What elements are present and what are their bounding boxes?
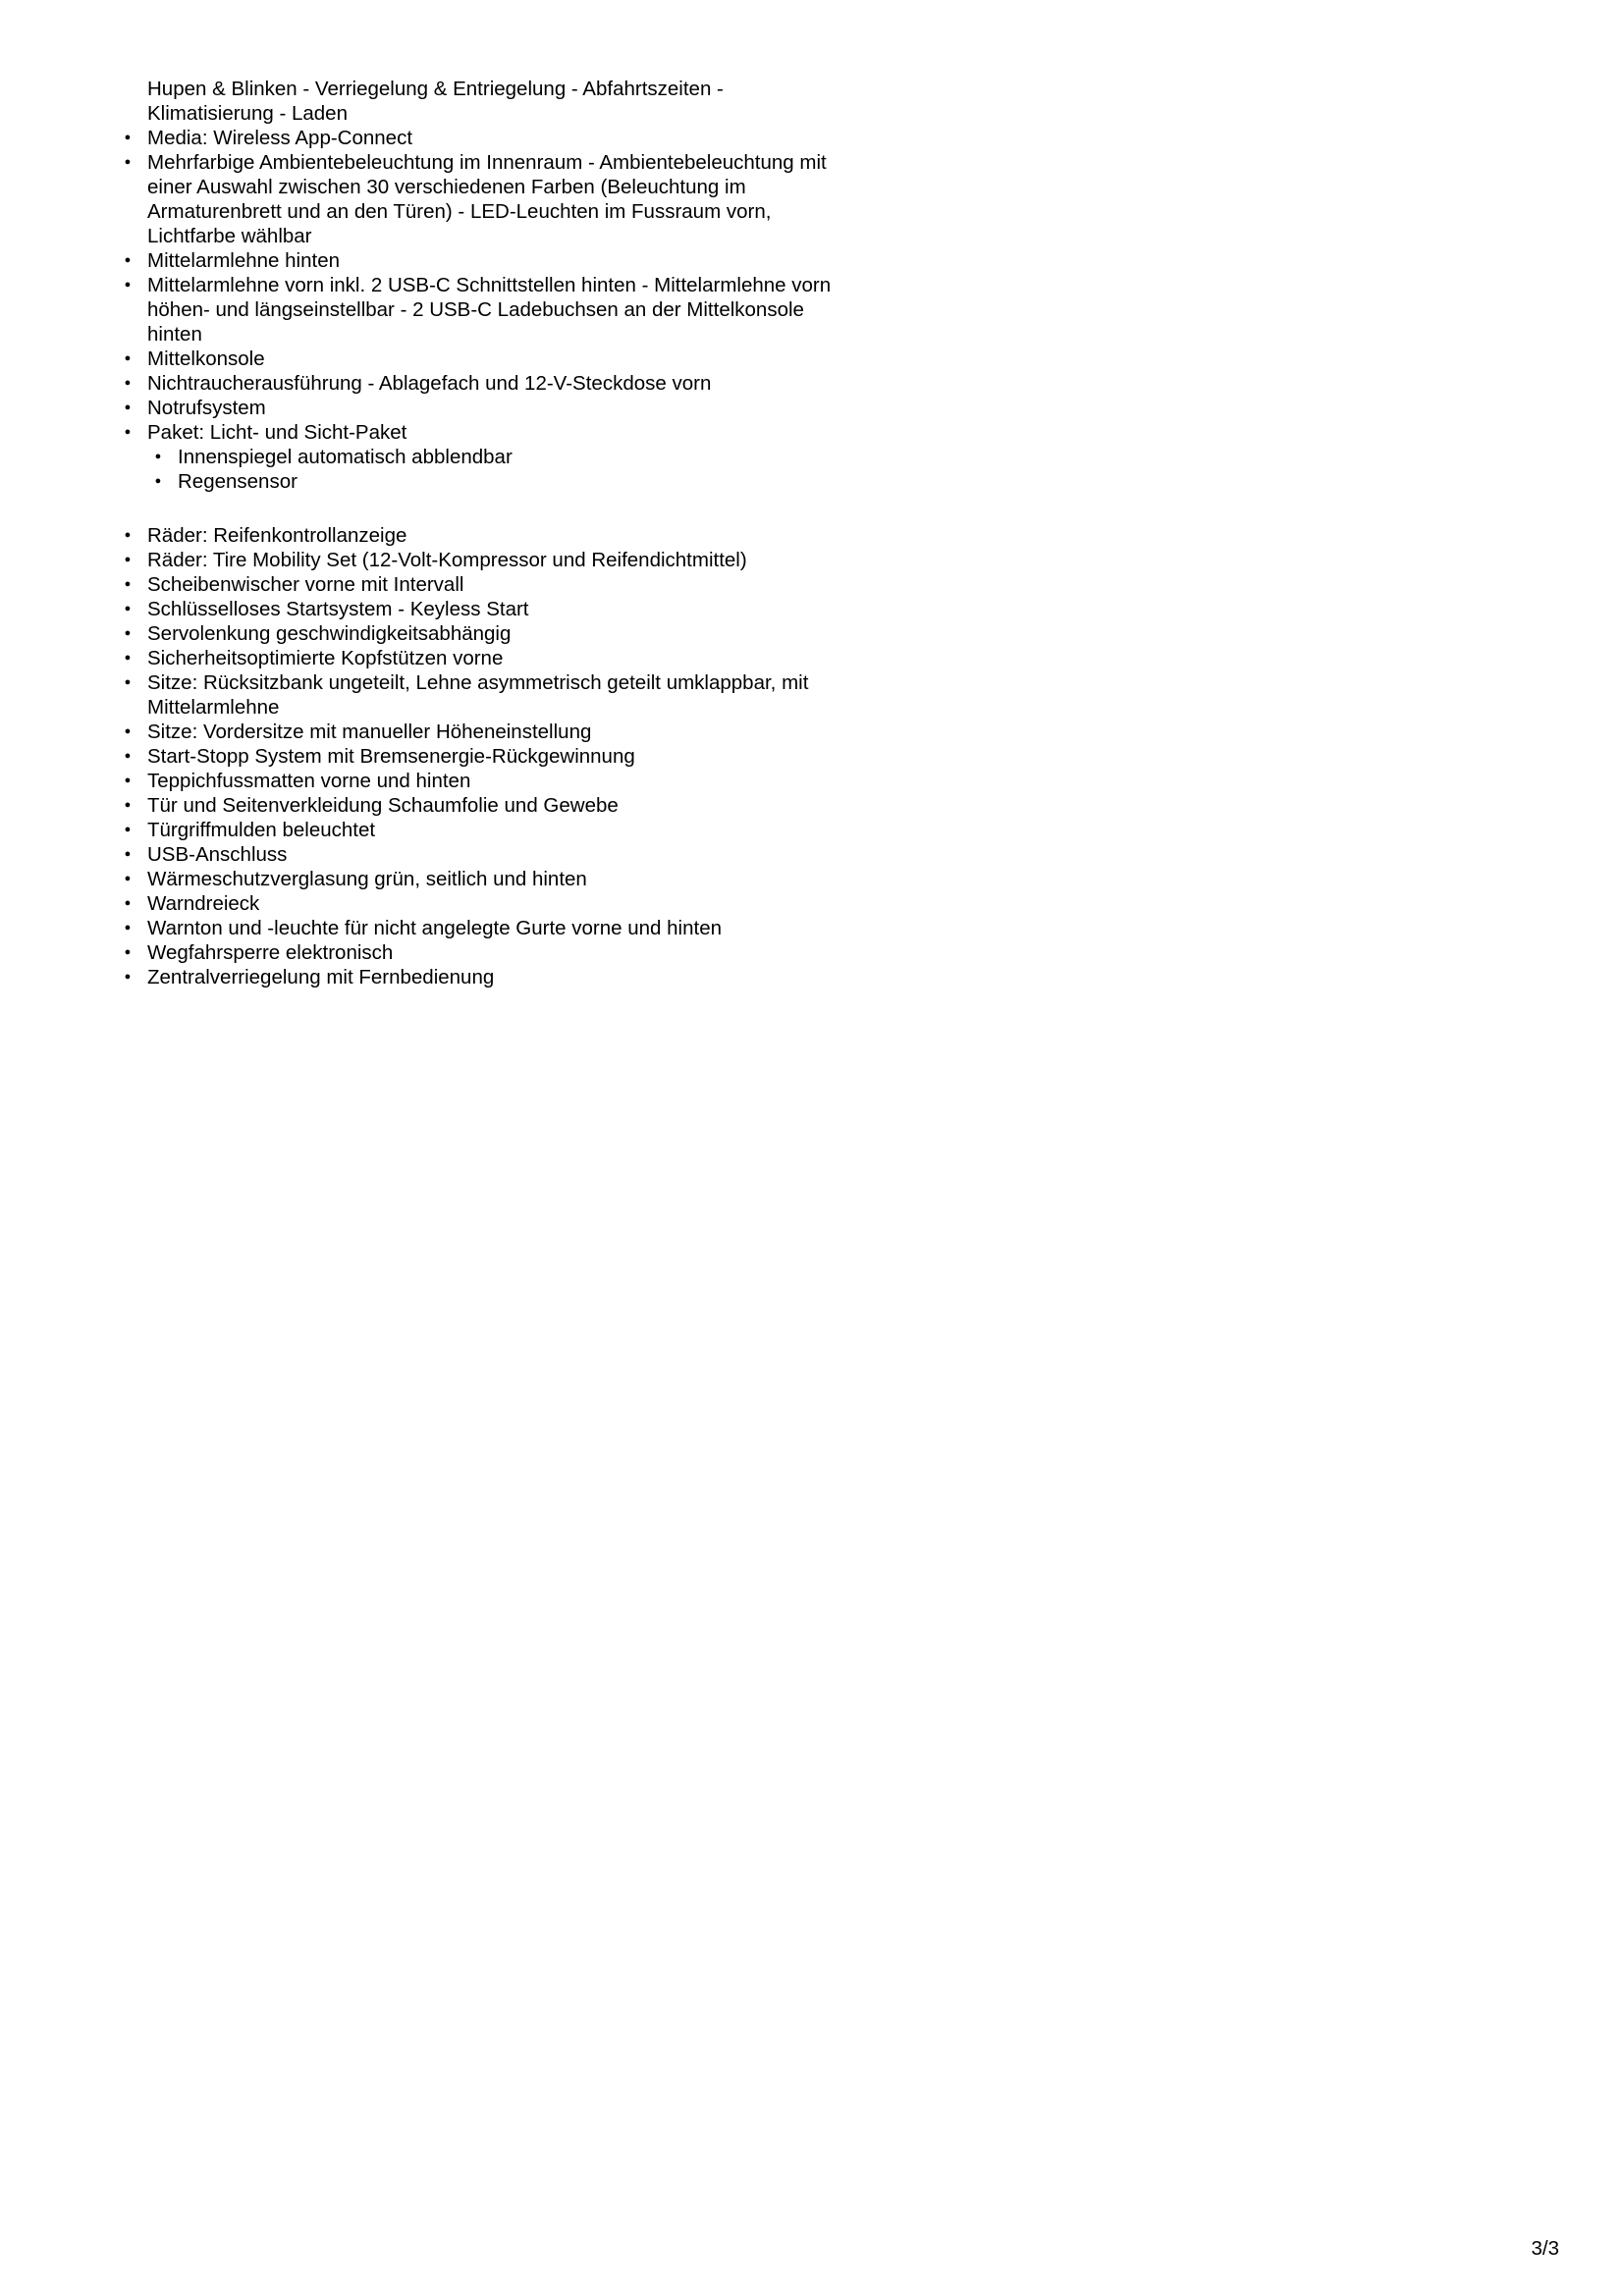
list-item bbox=[124, 867, 835, 891]
list-item-text: Sitze: Rücksitzbank ungeteilt, Lehne asymmetrisch geteilt umklappbar, mit Mittelarmlehne bbox=[147, 671, 809, 719]
list-item-text: Scheibenwischer vorne mit Intervall bbox=[147, 573, 464, 596]
sublist-item-text: Innenspiegel automatisch abblendbar bbox=[178, 446, 513, 468]
bullet-icon: ● bbox=[124, 377, 132, 389]
page-number: 3/3 bbox=[1531, 2237, 1559, 2260]
bullet-icon: ● bbox=[124, 725, 132, 737]
list-item-text: Mittelarmlehne hinten bbox=[147, 249, 340, 272]
bullet-icon: ● bbox=[124, 627, 132, 639]
list-item-text: Paket: Licht- und Sicht-Paket bbox=[147, 421, 407, 444]
list-item-text: Tür und Seitenverkleidung Schaumfolie und Gewebe bbox=[147, 794, 619, 817]
list-item bbox=[124, 720, 835, 744]
equipment-list-group-2 bbox=[124, 523, 835, 989]
bullet-icon: ● bbox=[124, 426, 132, 438]
list-item bbox=[124, 646, 835, 670]
sublist-item-text: Regensensor bbox=[178, 470, 298, 493]
bullet-icon: ● bbox=[124, 750, 132, 762]
continuation-paragraph bbox=[147, 77, 835, 126]
list-item-text: Mehrfarbige Ambientebeleuchtung im Innenraum - Ambientebeleuchtung mit einer Auswahl zwischen 30 verschiedenen Farben (Beleuchtung im Armaturenbrett und an den Türen) - LED-Leuchten im Fussraum vorn, Lichtfarbe wählbar bbox=[147, 151, 827, 247]
list-item-text: Notrufsystem bbox=[147, 397, 266, 419]
sublist-item bbox=[154, 469, 835, 494]
list-item bbox=[124, 842, 835, 867]
bullet-icon: ● bbox=[124, 132, 132, 143]
continuation-line: Hupen & Blinken - Verriegelung & Entriegelung - Abfahrtszeiten - bbox=[147, 78, 724, 100]
list-item bbox=[124, 940, 835, 965]
list-item-text: Warnton und -leuchte für nicht angelegte Gurte vorne und hinten bbox=[147, 917, 723, 939]
bullet-icon: ● bbox=[124, 824, 132, 835]
bullet-icon: ● bbox=[124, 578, 132, 590]
bullet-icon: ● bbox=[124, 676, 132, 688]
list-item bbox=[124, 769, 835, 793]
bullet-icon: ● bbox=[124, 774, 132, 786]
bullet-icon: ● bbox=[124, 971, 132, 983]
bullet-icon: ● bbox=[124, 873, 132, 884]
list-item-text: Mittelkonsole bbox=[147, 347, 265, 370]
list-item-text: Türgriffmulden beleuchtet bbox=[147, 819, 376, 841]
bullet-icon: ● bbox=[154, 475, 162, 487]
list-item-text: Zentralverriegelung mit Fernbedienung bbox=[147, 966, 495, 988]
bullet-icon: ● bbox=[124, 554, 132, 565]
bullet-icon: ● bbox=[124, 799, 132, 811]
list-item bbox=[124, 548, 835, 572]
list-item bbox=[124, 793, 835, 818]
bullet-icon: ● bbox=[124, 652, 132, 664]
list-item-text: Sitze: Vordersitze mit manueller Höheneinstellung bbox=[147, 721, 592, 743]
list-item bbox=[124, 273, 835, 347]
list-item-text: Schlüsselloses Startsystem - Keyless Start bbox=[147, 598, 529, 620]
continuation-line: Klimatisierung - Laden bbox=[147, 102, 348, 125]
list-item bbox=[124, 965, 835, 989]
list-spacer bbox=[147, 494, 835, 523]
equipment-list-group-1 bbox=[124, 126, 835, 494]
bullet-icon: ● bbox=[124, 922, 132, 934]
list-item bbox=[124, 572, 835, 597]
list-item-text: Nichtraucherausführung - Ablagefach und 12-V-Steckdose vorn bbox=[147, 372, 712, 395]
list-item-text: Sicherheitsoptimierte Kopfstützen vorne bbox=[147, 647, 504, 669]
list-item bbox=[124, 248, 835, 273]
bullet-icon: ● bbox=[124, 254, 132, 266]
list-item-text: Teppichfussmatten vorne und hinten bbox=[147, 770, 471, 792]
bullet-icon: ● bbox=[124, 529, 132, 541]
bullet-icon: ● bbox=[124, 352, 132, 364]
list-item bbox=[124, 150, 835, 248]
list-item-text: Wegfahrsperre elektronisch bbox=[147, 941, 394, 964]
list-item-text: Start-Stopp System mit Bremsenergie-Rückgewinnung bbox=[147, 745, 635, 768]
bullet-icon: ● bbox=[124, 603, 132, 614]
equipment-list-content bbox=[124, 77, 835, 989]
list-item bbox=[124, 670, 835, 720]
list-item bbox=[124, 347, 835, 371]
list-item bbox=[124, 597, 835, 621]
list-item bbox=[124, 744, 835, 769]
list-item bbox=[124, 916, 835, 940]
bullet-icon: ● bbox=[124, 156, 132, 168]
list-item-text: Räder: Reifenkontrollanzeige bbox=[147, 524, 407, 547]
bullet-icon: ● bbox=[124, 279, 132, 291]
list-item-text: Media: Wireless App-Connect bbox=[147, 127, 413, 149]
list-item-text: Räder: Tire Mobility Set (12-Volt-Kompressor und Reifendichtmittel) bbox=[147, 549, 747, 571]
list-item bbox=[124, 818, 835, 842]
bullet-icon: ● bbox=[124, 897, 132, 909]
list-item bbox=[124, 621, 835, 646]
list-item-text: USB-Anschluss bbox=[147, 843, 288, 866]
list-item-text: Warndreieck bbox=[147, 892, 260, 915]
list-item bbox=[124, 126, 835, 150]
list-item-text: Servolenkung geschwindigkeitsabhängig bbox=[147, 622, 512, 645]
package-sublist bbox=[147, 445, 835, 494]
bullet-icon: ● bbox=[154, 451, 162, 462]
list-item bbox=[124, 396, 835, 420]
list-item-package bbox=[124, 420, 835, 494]
list-item bbox=[124, 371, 835, 396]
list-item-text: Wärmeschutzverglasung grün, seitlich und hinten bbox=[147, 868, 587, 890]
bullet-icon: ● bbox=[124, 848, 132, 860]
list-item-text: Mittelarmlehne vorn inkl. 2 USB-C Schnittstellen hinten - Mittelarmlehne vorn höhen- und längseinstellbar - 2 USB-C Ladebuchsen an der Mittelkonsole hinten bbox=[147, 274, 832, 346]
bullet-icon: ● bbox=[124, 401, 132, 413]
sublist-item bbox=[154, 445, 835, 469]
bullet-icon: ● bbox=[124, 946, 132, 958]
list-item bbox=[124, 523, 835, 548]
list-item bbox=[124, 891, 835, 916]
